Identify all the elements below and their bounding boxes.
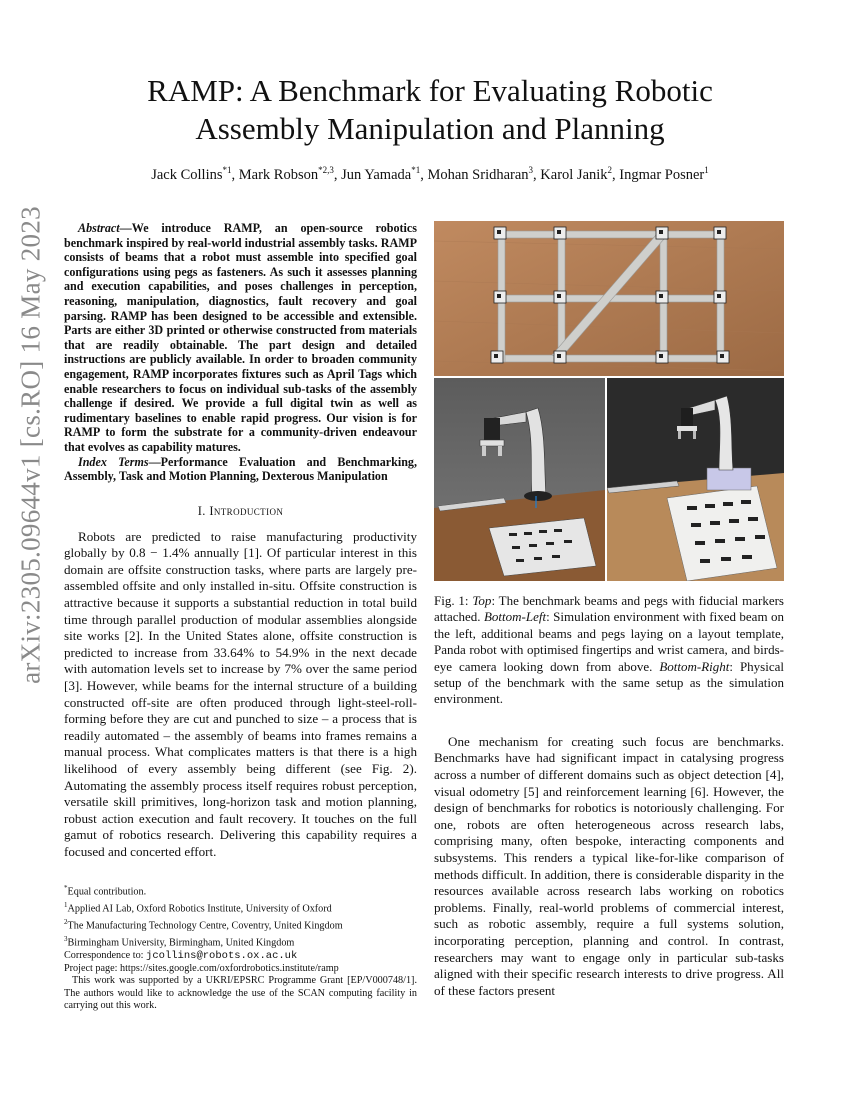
footnote-affiliation-1: Applied AI Lab, Oxford Robotics Institute, University of Oxford (67, 903, 332, 915)
figure-bottom-left-simulation-render (434, 378, 605, 581)
index-terms-text: —Performance Evaluation and Benchmarking, Assembly, Task and Motion Planning, Dexterous Manipulation (64, 454, 417, 484)
arxiv-identifier-stamp (8, 206, 54, 684)
section-heading-introduction: I. Introduction (197, 503, 284, 518)
project-page-link[interactable]: Project page: https://sites.google.com/oxfordrobotics.institute/ramp (64, 962, 339, 974)
figure-1-caption: Fig. 1: Top: The benchmark beams and pegs with fiducial markers attached. Bottom-Left: Simulation environment with fixed beam on the left, additional beams and pegs laying on a layout template, Panda robot with optimised fingertips and wrist camera, and birds-eye camera looking down from above. Bottom-Right: Physical setup of the benchmark with the same setup as the simulation environment. (434, 593, 785, 707)
footnote-affiliation-2: The Manufacturing Technology Centre, Coventry, United Kingdom (67, 920, 343, 932)
author: Jun Yamada$^{*1}$ (341, 165, 421, 183)
footnote-affiliation-3: Birmingham University, Birmingham, United Kingdom (67, 937, 295, 949)
abstract (64, 221, 417, 455)
right-column-paragraph: One mechanism for creating such focus are benchmarks. Benchmarks have had significant impact in catalysing progress across a number of different domains such as object detection [4], visual odometry [5] and reinforcement learning [6]. However, the design of benchmarks for robotics is notoriously challenging. For one, robots are often heterogeneous across research labs, comprising many, often bespoke, interacting components and subsystems. This renders a typical like-for-like comparison of methods difficult. In addition, there is considerable disparity in the resources available across research labs working on robotics problems. Finally, real-world problems of commercial interest, such as robotic assembly, require a full systems solution, incorporating perception, planning and control. In contrast, researchers may want to engage only in particular sub-tasks aligned with their specific research interests to drive progress. All of these factors present (434, 733, 784, 998)
author: Mohan Sridharan$^3$ (427, 165, 534, 183)
right-column (434, 221, 784, 999)
correspondence-email[interactable]: jcollins@robots.ox.ac.uk (146, 949, 298, 962)
author: Jack Collins$^{*1}$ (151, 165, 232, 183)
left-column (64, 221, 417, 861)
figure-bottom-right-physical-setup-photo (607, 378, 784, 581)
paper-title (60, 72, 800, 148)
abstract-text: —We introduce RAMP, an open-source robotics benchmark inspired by real-world industrial assembly tasks. RAMP consists of beams that a robot must assemble into specified goal configurations using pegs as fasteners. As such it assesses planning and execution capabilities, and poses challenges in perception, reasoning, manipulation, diagnostics, fault recovery and goal parsing. RAMP has been designed to be accessible and extensible. Parts are either 3D printed or otherwise constructed from materials that are readily obtainable. The part design and detailed instructions are publicly available. In order to broaden community engagement, RAMP incorporates fixtures such as April Tags which enable researchers to focus on individual sub-tasks of the assembly challenge if desired. We provide a full digital twin as well as rudimentary baselines to enable rapid progress. Our vision is for RAMP to form the substrate for a community-driven endeavour that evolves as capability matures. (64, 221, 417, 454)
index-terms-label: Index Terms (78, 454, 149, 469)
title-line-2: Assembly Manipulation and Planning (195, 111, 665, 146)
abstract-label: Abstract (78, 221, 120, 235)
author-list: Jack Collins$^{*1}$, Mark Robson$^{*2,3}$, Jun Yamada$^{*1}$, Mohan Sridharan$^3$, Karol Janik$^2$, Ingmar Posner$^1$ (151, 165, 709, 183)
correspondence-label: Correspondence to: (64, 949, 144, 961)
author: Ingmar Posner$^1$ (619, 165, 709, 183)
author: Karol Janik$^2$ (540, 165, 613, 183)
footnote-equal: Equal contribution. (67, 886, 147, 898)
figure-top-benchmark-beams-photo (434, 221, 784, 376)
index-terms (64, 455, 417, 484)
author: Mark Robson$^{*2,3}$ (238, 165, 334, 183)
arxiv-id-text: arXiv:2305.09644v1 [cs.RO] 16 May 2023 (15, 206, 46, 684)
funding-note: This work was supported by a UKRI/EPSRC Programme Grant [EP/V000748/1]. The authors would like to acknowledge the use of the SCAN computing facility in carrying out this work. (64, 975, 417, 1012)
footnotes: *Equal contribution. $^1$Applied AI Lab, Oxford Robotics Institute, University of Oxford $^2$The Manufacturing Technology Centre, Coventry, United Kingdom $^3$Birmingham University, Birmingham, United Kingdom Correspondence to: jcollins@robots.ox.ac.uk Project page: https://sites.google.com/oxfordrobotics.institute/ramp This work was supported by a UKRI/EPSRC Programme Grant [EP/V000748/1]. The authors would like to acknowledge the use of the SCAN computing facility in carrying out this work. (64, 884, 417, 1012)
title-line-1: RAMP: A Benchmark for Evaluating Robotic (147, 73, 713, 108)
figure-1 (434, 221, 784, 581)
intro-paragraph: Robots are predicted to raise manufacturing productivity globally by 0.8 − 1.4% annually [1]. Of particular interest in this domain are offsite construction tasks, where parts are largely pre-assembled offsite and only installed in-situ. Offsite construction is attractive because it supports a substantial reduction in total build time through parallel production of modular assemblies alongside site works [2]. In the United States alone, offsite construction is predicted to increase from 33.64% to 54.9% in the next decade with automation levels set to increase by 7% over the same period [3]. However, while beams for the internal structure of a building constructed off-site are often produced through light-steel-roll-forming before they are cut and punched to size – a process that is readily automated – the assembly of beams into frames remains a manual process. What complicates matters is that there is a high likelihood of every assembly being different (see Fig. 2). Automating the assembly process itself requires robust perception, versatile skill primitives, long-horizon task and motion planning, robust action execution and fault recovery. It touches on the full gamut of robotics research. Delivering this capability requires a focused and concerted effort. (64, 528, 417, 859)
